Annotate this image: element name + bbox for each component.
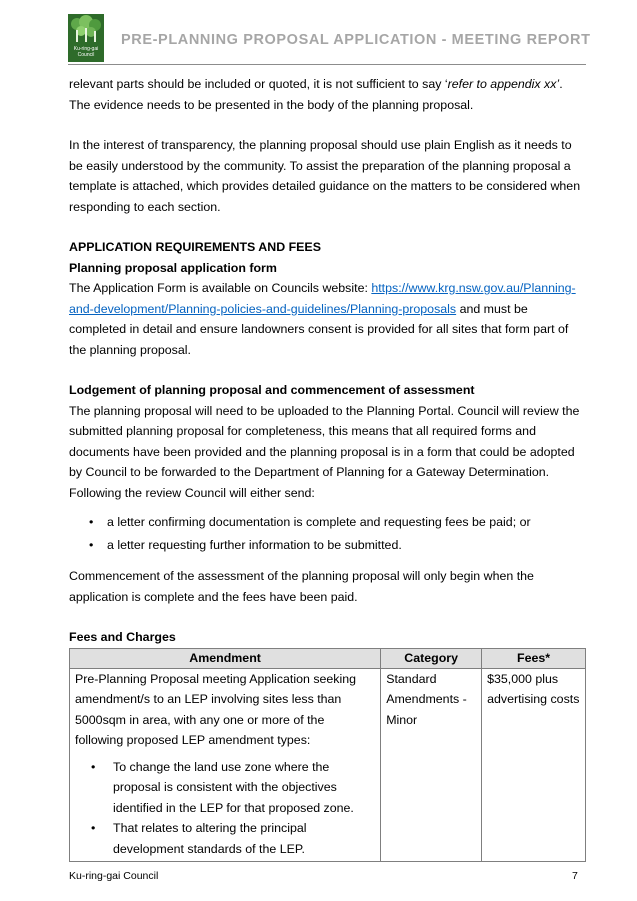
amendment-types-list bbox=[75, 757, 375, 860]
commencement-paragraph: Commencement of the assessment of the planning proposal will only begin when the application is complete and the fees have been paid. bbox=[69, 569, 534, 604]
footer-organisation: Ku-ring-gai Council bbox=[69, 870, 159, 882]
list-item: • To change the land use zone where the proposal is consistent with the objectives identified in the LEP for that proposed zone. bbox=[75, 757, 375, 819]
subheading-lodgement: Lodgement of planning proposal and commencement of assessment bbox=[69, 383, 475, 397]
lodgement-paragraph: The planning proposal will need to be uploaded to the Planning Portal. Council will review the submitted planning proposal for completeness, this means that all required forms and documents have been provided and the planning proposal is in a form that could be adopted by Council to be forwarded to the Department of Planning for a Gateway Determination. Following the review Council will either send: bbox=[69, 403, 580, 500]
document-title: PRE-PLANNING PROPOSAL APPLICATION - MEETING REPORT bbox=[121, 32, 591, 48]
svg-text:Council: Council bbox=[77, 52, 95, 58]
column-header-category: Category bbox=[381, 648, 482, 668]
council-logo bbox=[68, 14, 104, 62]
bullet-icon: • bbox=[91, 821, 96, 835]
application-form-paragraph: The Application Form is available on Councils website: https://www.krg.nsw.gov.au/Planning-and-development/Planning-policies-and-guidelines/Planning-proposals and must be completed in detail and ensure landowners consent is provided for all sites that form part of the planning proposal. bbox=[69, 281, 576, 357]
bullet-icon: • bbox=[89, 515, 94, 529]
table-header-row bbox=[70, 648, 586, 668]
fee-cell: $35,000 plus advertising costs bbox=[482, 668, 586, 862]
page-number: 7 bbox=[572, 870, 578, 882]
column-header-amendment: Amendment bbox=[70, 648, 381, 668]
svg-text:Ku-ring-gai: Ku-ring-gai bbox=[73, 46, 99, 52]
appendix-reference: refer to appendix xx’ bbox=[447, 77, 560, 91]
list-item: • a letter requesting further information to be submitted. bbox=[69, 535, 587, 556]
intro-paragraph-2: In the interest of transparency, the planning proposal should use plain English as it needs to be easily understood by the community. To assist the preparation of the planning proposal a template is attached, which provides detailed guidance on the matters to be considered when responding to each section. bbox=[69, 138, 581, 214]
category-cell: Standard Amendments - Minor bbox=[381, 668, 482, 862]
amendment-cell bbox=[70, 668, 381, 862]
lodgement-options-list bbox=[69, 512, 587, 555]
intro-paragraph-1: relevant parts should be included or quoted, it is not sufficient to say ‘refer to appendix xx’. The evidence needs to be presented in the body of the planning proposal. bbox=[69, 77, 563, 112]
fees-table bbox=[69, 648, 586, 863]
subheading-application-form: Planning proposal application form bbox=[69, 260, 277, 275]
bullet-icon: • bbox=[91, 759, 96, 774]
amendment-description: Pre-Planning Proposal meeting Application seeking amendment/s to an LEP involving sites less than 5000sqm in area, with any one or more of the following proposed LEP amendment types: bbox=[75, 671, 357, 747]
page-header bbox=[68, 14, 591, 66]
list-item: • a letter confirming documentation is complete and requesting fees be paid; or bbox=[69, 512, 587, 533]
document-body bbox=[69, 74, 587, 862]
bullet-icon: • bbox=[89, 537, 94, 552]
table-row bbox=[70, 668, 586, 862]
subheading-fees: Fees and Charges bbox=[69, 630, 176, 644]
section-heading-requirements: APPLICATION REQUIREMENTS AND FEES bbox=[69, 240, 321, 254]
header-divider bbox=[68, 64, 586, 65]
application-form-link[interactable]: https://www.krg.nsw.gov.au/Planning-and-development/Planning-policies-and-guidelines/Planning-proposals bbox=[69, 281, 576, 316]
column-header-fees: Fees* bbox=[482, 648, 586, 668]
list-item: • That relates to altering the principal development standards of the LEP. bbox=[75, 818, 375, 859]
